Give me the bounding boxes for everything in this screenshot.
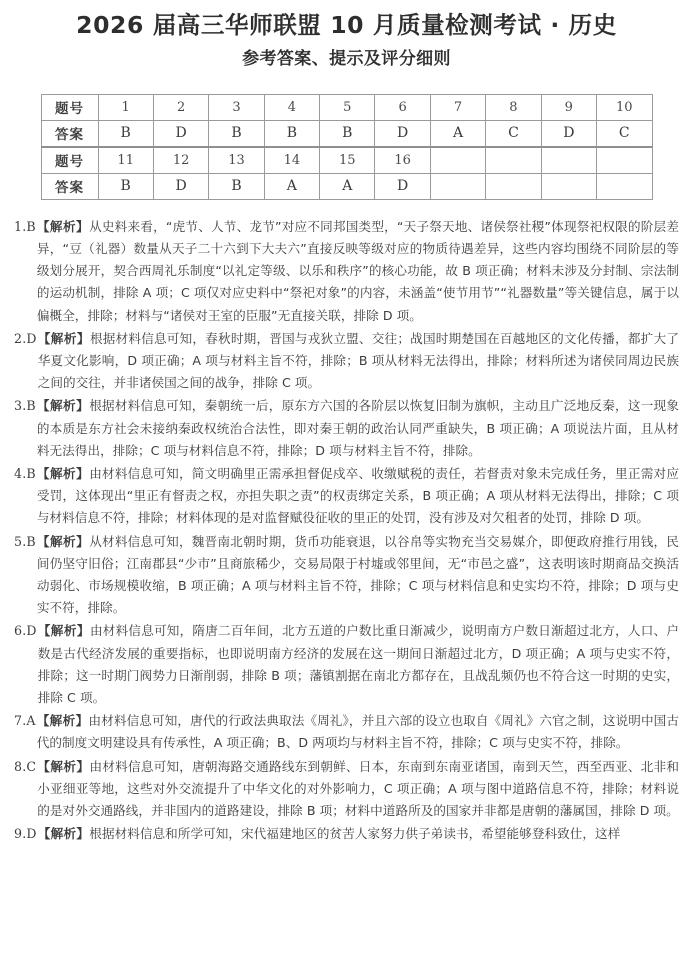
question-number-cell: 15 <box>320 147 375 174</box>
page-subtitle: 参考答案、提示及评分细则 <box>242 49 451 70</box>
row-label-question: 题号 <box>41 147 98 174</box>
explanation-text <box>37 463 679 530</box>
explanation-text <box>37 531 679 620</box>
answer-cell: D <box>375 173 430 199</box>
document-header <box>0 0 693 70</box>
explanation-content: 由材料信息可知，唐朝海路交通路线东到朝鲜、日本，东南到东南亚诸国，南到天竺，西至西亚、北非和小亚细亚等地，这些对外交流提升了中华文化的对外影响力，C 项正确；A 项与图中道路信息不符，排除；材料说的是对外交通路线，并非国内的道路建设，排除 B 项；材料中道路所及的国家并非都是唐朝的藩属国，排除 D 项。 <box>37 758 679 819</box>
answer-key-table <box>41 94 653 200</box>
explanation-item <box>14 756 679 823</box>
explanation-text <box>37 756 679 823</box>
explanation-item <box>14 463 679 530</box>
answer-cell: A <box>430 120 485 147</box>
question-number-cell: 3 <box>209 94 264 120</box>
explanation-item <box>14 531 679 620</box>
explanation-item <box>14 216 679 327</box>
explanations-list <box>14 216 679 846</box>
explanation-content: 由材料信息可知，简文明确里正需承担督促戍卒、收缴赋税的责任，若督责对象未完成任务，里正需对应受罚，这体现出“里正有督责之权，亦担失职之责”的权责绑定关系，B 项正确；A 项从材料无法得出，排除；C 项与材料信息不符，排除；材料体现的是对监督赋役征收的里正的处罚，没有涉及对欠租者的处罚，排除 D 项。 <box>36 466 679 526</box>
analysis-tag: 【解析】 <box>36 466 90 481</box>
explanation-text <box>37 216 679 327</box>
row-label-question: 题号 <box>41 94 98 120</box>
explanation-text <box>38 620 679 709</box>
question-number-cell-empty <box>486 147 541 174</box>
question-number-cell: 6 <box>375 94 430 120</box>
row-label-answer: 答案 <box>41 120 98 147</box>
answer-cell: C <box>597 120 652 147</box>
explanation-text <box>38 823 679 845</box>
question-number-cell: 8 <box>486 94 541 120</box>
explanation-index: 3.B <box>14 398 36 414</box>
answer-cell: D <box>541 120 596 147</box>
explanation-content: 根据材料信息可知，秦朝统一后，原东方六国的各阶层以恢复旧制为旗帜，主动且广泛地反秦，这一现象的本质是东方社会未接纳秦政权统治合法性，即对秦王朝的政治认同严重缺失，B 项正确；A 项说法片面，且从材料无法得出，排除；C 项与材料信息不符，排除；D 项与材料主旨不符，排除。 <box>36 398 679 458</box>
page-title: 2026 届高三华师联盟 10 月质量检测考试 · 历史 <box>76 11 617 39</box>
question-number-cell-empty <box>430 147 485 174</box>
answer-table-container <box>41 94 653 200</box>
answer-cell-empty <box>597 173 652 199</box>
explanation-index: 7.A <box>14 713 36 729</box>
question-number-cell: 9 <box>541 94 596 120</box>
analysis-tag: 【解析】 <box>36 533 90 549</box>
analysis-tag: 【解析】 <box>36 218 90 234</box>
explanation-item <box>14 710 679 754</box>
question-number-cell: 11 <box>98 147 153 174</box>
question-number-cell: 7 <box>430 94 485 120</box>
explanation-index: 1.B <box>14 218 36 234</box>
analysis-tag: 【解析】 <box>36 398 90 414</box>
answer-cell: D <box>153 120 208 147</box>
explanation-index: 9.D <box>14 826 37 842</box>
explanation-content: 由材料信息可知，唐代的行政法典取法《周礼》，并且六部的设立也取自《周礼》六官之制，这说明中国古代的制度文明建设具有传承性，A 项正确；B、D 两项均与材料主旨不符，排除；C 项与史实不符，排除。 <box>36 713 679 751</box>
explanation-content: 由材料信息可知，隋唐二百年间，北方五道的户数比重日渐减少，说明南方户数日渐超过北方，人口、户数是古代经济发展的重要指标，也即说明南方经济的发展在这一期间日渐超过北方，D 项正确；A 项与史实不符，排除；这一时期门阀势力日渐削弱，排除 B 项；藩镇割据在南北方都存在，且战乱频仍也不符合这一时期的史实，排除 C 项。 <box>37 623 679 706</box>
question-number-cell: 16 <box>375 147 430 174</box>
question-number-cell: 13 <box>209 147 264 174</box>
answer-cell: B <box>98 173 153 199</box>
answer-cell: C <box>486 120 541 147</box>
answer-cell: B <box>264 120 319 147</box>
explanation-content: 从材料信息可知，魏晋南北朝时期，货币功能衰退，以谷帛等实物充当交易媒介，即便政府推行用钱，民间仍坚守旧俗；江南郡县“少市”且商旅稀少，交易局限于村墟或邻里间，无“市邑之盛”，这表明该时期商品交换活动弱化、市场规模收缩，B 项正确；A 项与材料主旨不符，排除；C 项与材料信息和史实均不符，排除；D 项与史实不符，排除。 <box>36 533 679 616</box>
explanation-item <box>14 823 679 845</box>
question-number-cell: 5 <box>320 94 375 120</box>
question-number-cell: 10 <box>597 94 652 120</box>
table-row <box>41 94 652 120</box>
row-label-answer: 答案 <box>41 173 98 199</box>
explanation-index: 6.D <box>14 623 37 639</box>
question-number-cell-empty <box>541 147 596 174</box>
answer-cell-empty <box>486 173 541 199</box>
explanation-index: 8.C <box>14 758 37 774</box>
explanation-index: 4.B <box>14 466 36 481</box>
answer-cell: D <box>375 120 430 147</box>
table-row <box>41 120 652 147</box>
analysis-tag: 【解析】 <box>37 623 90 639</box>
answer-cell-empty <box>541 173 596 199</box>
explanation-item <box>14 620 679 709</box>
answer-cell: A <box>320 173 375 199</box>
question-number-cell: 14 <box>264 147 319 174</box>
analysis-tag: 【解析】 <box>37 330 90 346</box>
table-row <box>41 147 652 174</box>
explanation-item <box>14 328 679 395</box>
answer-cell: B <box>209 120 264 147</box>
explanation-index: 2.D <box>14 330 37 346</box>
explanation-text <box>38 328 679 395</box>
explanation-text <box>37 710 679 754</box>
explanation-content: 根据材料信息和所学可知，宋代福建地区的贫苦人家努力供子弟读书，希望能够登科致仕，这样 <box>89 826 621 842</box>
question-number-cell: 1 <box>98 94 153 120</box>
question-number-cell: 2 <box>153 94 208 120</box>
answer-cell: A <box>264 173 319 199</box>
question-number-cell: 4 <box>264 94 319 120</box>
analysis-tag: 【解析】 <box>36 713 89 729</box>
question-number-cell: 12 <box>153 147 208 174</box>
table-row <box>41 173 652 199</box>
explanation-text <box>37 395 679 462</box>
explanation-index: 5.B <box>14 533 36 549</box>
explanation-content: 从史料来看，“虎节、人节、龙节”对应不同邦国类型，“天子祭天地、诸侯祭社稷”体现祭祀权限的阶层差异，“豆（礼器）数量从天子二十六到下大夫六”直接反映等级对应的物质待遇差异，这些内容均围绕不同阶层的等级划分展开，契合西周礼乐制度“以礼定等级、以乐和秩序”的核心功能，故 B 项正确；材料未涉及分封制、宗法制的运动机制，排除 A 项；C 项仅对应史料中“祭祀对象”的内容，未涵盖“使节用节”“礼器数量”等关键信息，属于以偏概全，排除；材料与“诸侯对王室的臣服”无直接关联，排除 D 项。 <box>36 218 680 323</box>
explanation-content: 根据材料信息可知，春秋时期，晋国与戎狄立盟、交往；战国时期楚国在百越地区的文化传播，都扩大了华夏文化影响，D 项正确；A 项与材料主旨不符，排除；B 项从材料无法得出，排除；材料所述为诸侯同周边民族之间的交往，并非诸侯国之间的战争，排除 C 项。 <box>37 330 679 391</box>
question-number-cell-empty <box>597 147 652 174</box>
analysis-tag: 【解析】 <box>37 758 90 774</box>
answer-cell: D <box>153 173 208 199</box>
analysis-tag: 【解析】 <box>37 826 90 842</box>
explanation-item <box>14 395 679 462</box>
answer-cell: B <box>320 120 375 147</box>
answer-cell-empty <box>430 173 485 199</box>
answer-cell: B <box>209 173 264 199</box>
answer-cell: B <box>98 120 153 147</box>
